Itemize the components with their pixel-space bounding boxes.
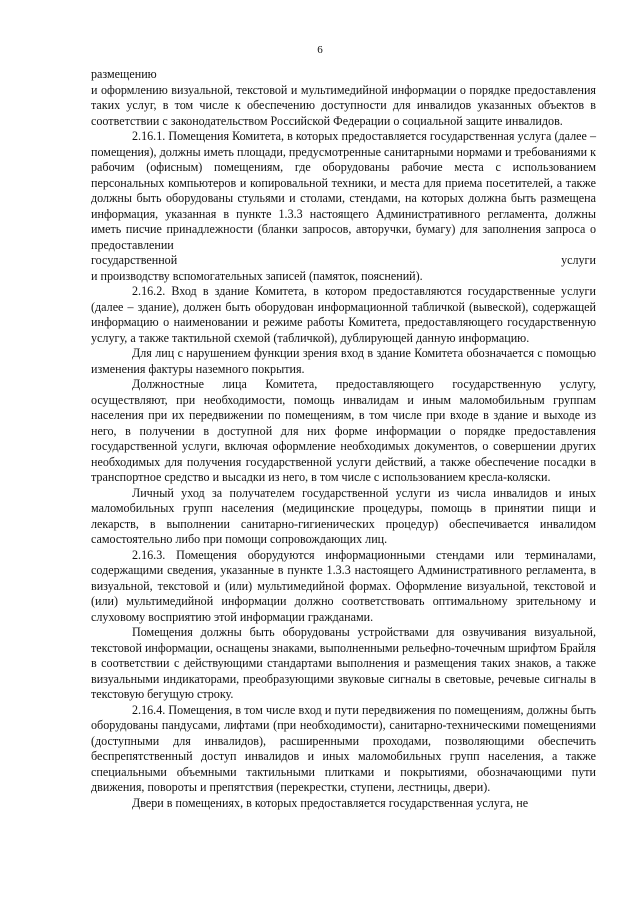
paragraph-2-16-2: 2.16.2. Вход в здание Комитета, в котором предоставляются государственные услуги (далее – здание), должен быть оборудован информационной табличкой (вывеской), содержащей информацию о наименовании и режиме работы Комитета, предоставляющего государственную услугу, а также тактильной схемой (табличкой), дублирующей данную информацию. — [91, 284, 596, 345]
paragraph-audio-braille: Помещения должны быть оборудованы устройствами для озвучивания визуальной, текстовой информации, оснащены знаками, выполненными рельефно-точечным шрифтом Брайля в соответствии с действующими стандартами выполнения и размещения таких знаков, а также визуальными индикаторами, преобразующими звуковые сигналы в световые, речевые сигналы в текстовую бегущую строку. — [91, 625, 596, 701]
paragraph-continuation: и оформлению визуальной, текстовой и мультимедийной информации о порядке предоставления таких услуг, в том числе к обеспечению доступности для инвалидов указанных объектов в соответствии с законодательством Российской Федерации о социальной защите инвалидов. — [91, 82, 596, 128]
split-line-left: государственной — [91, 253, 178, 267]
paragraph-vision-impaired: Для лиц с нарушением функции зрения вход в здание Комитета обозначается с помощью изменения фактуры наземного покрытия. — [91, 346, 596, 376]
paragraph-continuation-start: размещению — [91, 67, 157, 81]
paragraph-officials-assistance: Должностные лица Комитета, предоставляющего государственную услугу, осуществляют, при необходимости, помощь инвалидам и иным маломобильным группам населения при их передвижении по помещениям, в том числе при входе в здание и выходе из него, в получении в доступной для них форме информации о порядке предоставления государственной услуги, включая оформление необходимых документов, о совершении других необходимых для получения государственной услуги действий, а также обеспечение посадки в транспортное средство и высадки из него, в том числе с использованием кресла-коляски. — [91, 377, 596, 484]
paragraph-2-16-3: 2.16.3. Помещения оборудуются информационными стендами или терминалами, содержащими сведения, указанные в пункте 1.3.3 настоящего Административного регламента, в визуальной, текстовой и (или) мультимедийной формах. Оформление визуальной, текстовой и (или) мультимедийной информации должно соответствовать оптимальному зрительному и слуховому восприятию этой информации гражданами. — [91, 547, 596, 624]
paragraph-2-16-1-split-line — [91, 253, 596, 269]
paragraph-doors: Двери в помещениях, в которых предоставляется государственная услуга, не — [132, 795, 529, 810]
page-number: 6 — [317, 44, 323, 56]
document-body — [91, 67, 596, 811]
paragraph-2-16-1-end: и производству вспомогательных записей (памяток, пояснений). — [91, 268, 423, 283]
paragraph-2-16-1: 2.16.1. Помещения Комитета, в которых предоставляется государственная услуга (далее – помещения), должны иметь площади, предусмотренные санитарными нормами и требованиями к рабочим (офисным) помещениям, где оборудованы рабочие места с использованием персональных компьютеров и копировальной техники, и места для приема посетителей, а также должны быть оборудованы стульями и столами, стендами, на которых должна быть размещена информация, указанная в пункте 1.3.3 настоящего Административного регламента, должны иметь писчие принадлежности (бланки запросов, авторучки, бумагу) для заполнения запроса о предоставлении — [91, 129, 596, 252]
paragraph-personal-care: Личный уход за получателем государственной услуги из числа инвалидов и иных маломобильных групп населения (медицинские процедуры, помощь в принятии пищи и лекарств, в выполнении санитарно-гигиенических процедур) обеспечивается инвалидом самостоятельно либо при помощи сопровождающих лиц. — [91, 485, 596, 546]
split-line-right: услуги — [561, 253, 596, 267]
paragraph-2-16-4: 2.16.4. Помещения, в том числе вход и пути передвижения по помещениям, должны быть оборудованы пандусами, лифтами (при необходимости), санитарно-техническими помещениями (доступными для инвалидов), расширенными проходами, позволяющими обеспечить беспрепятственный доступ инвалидов и иных маломобильных групп населения, а также специальными объемными тактильными плитками и покрытиями, обозначающими пути движения, повороты и препятствия (перекрестки, ступени, лестницы, двери). — [91, 702, 596, 794]
